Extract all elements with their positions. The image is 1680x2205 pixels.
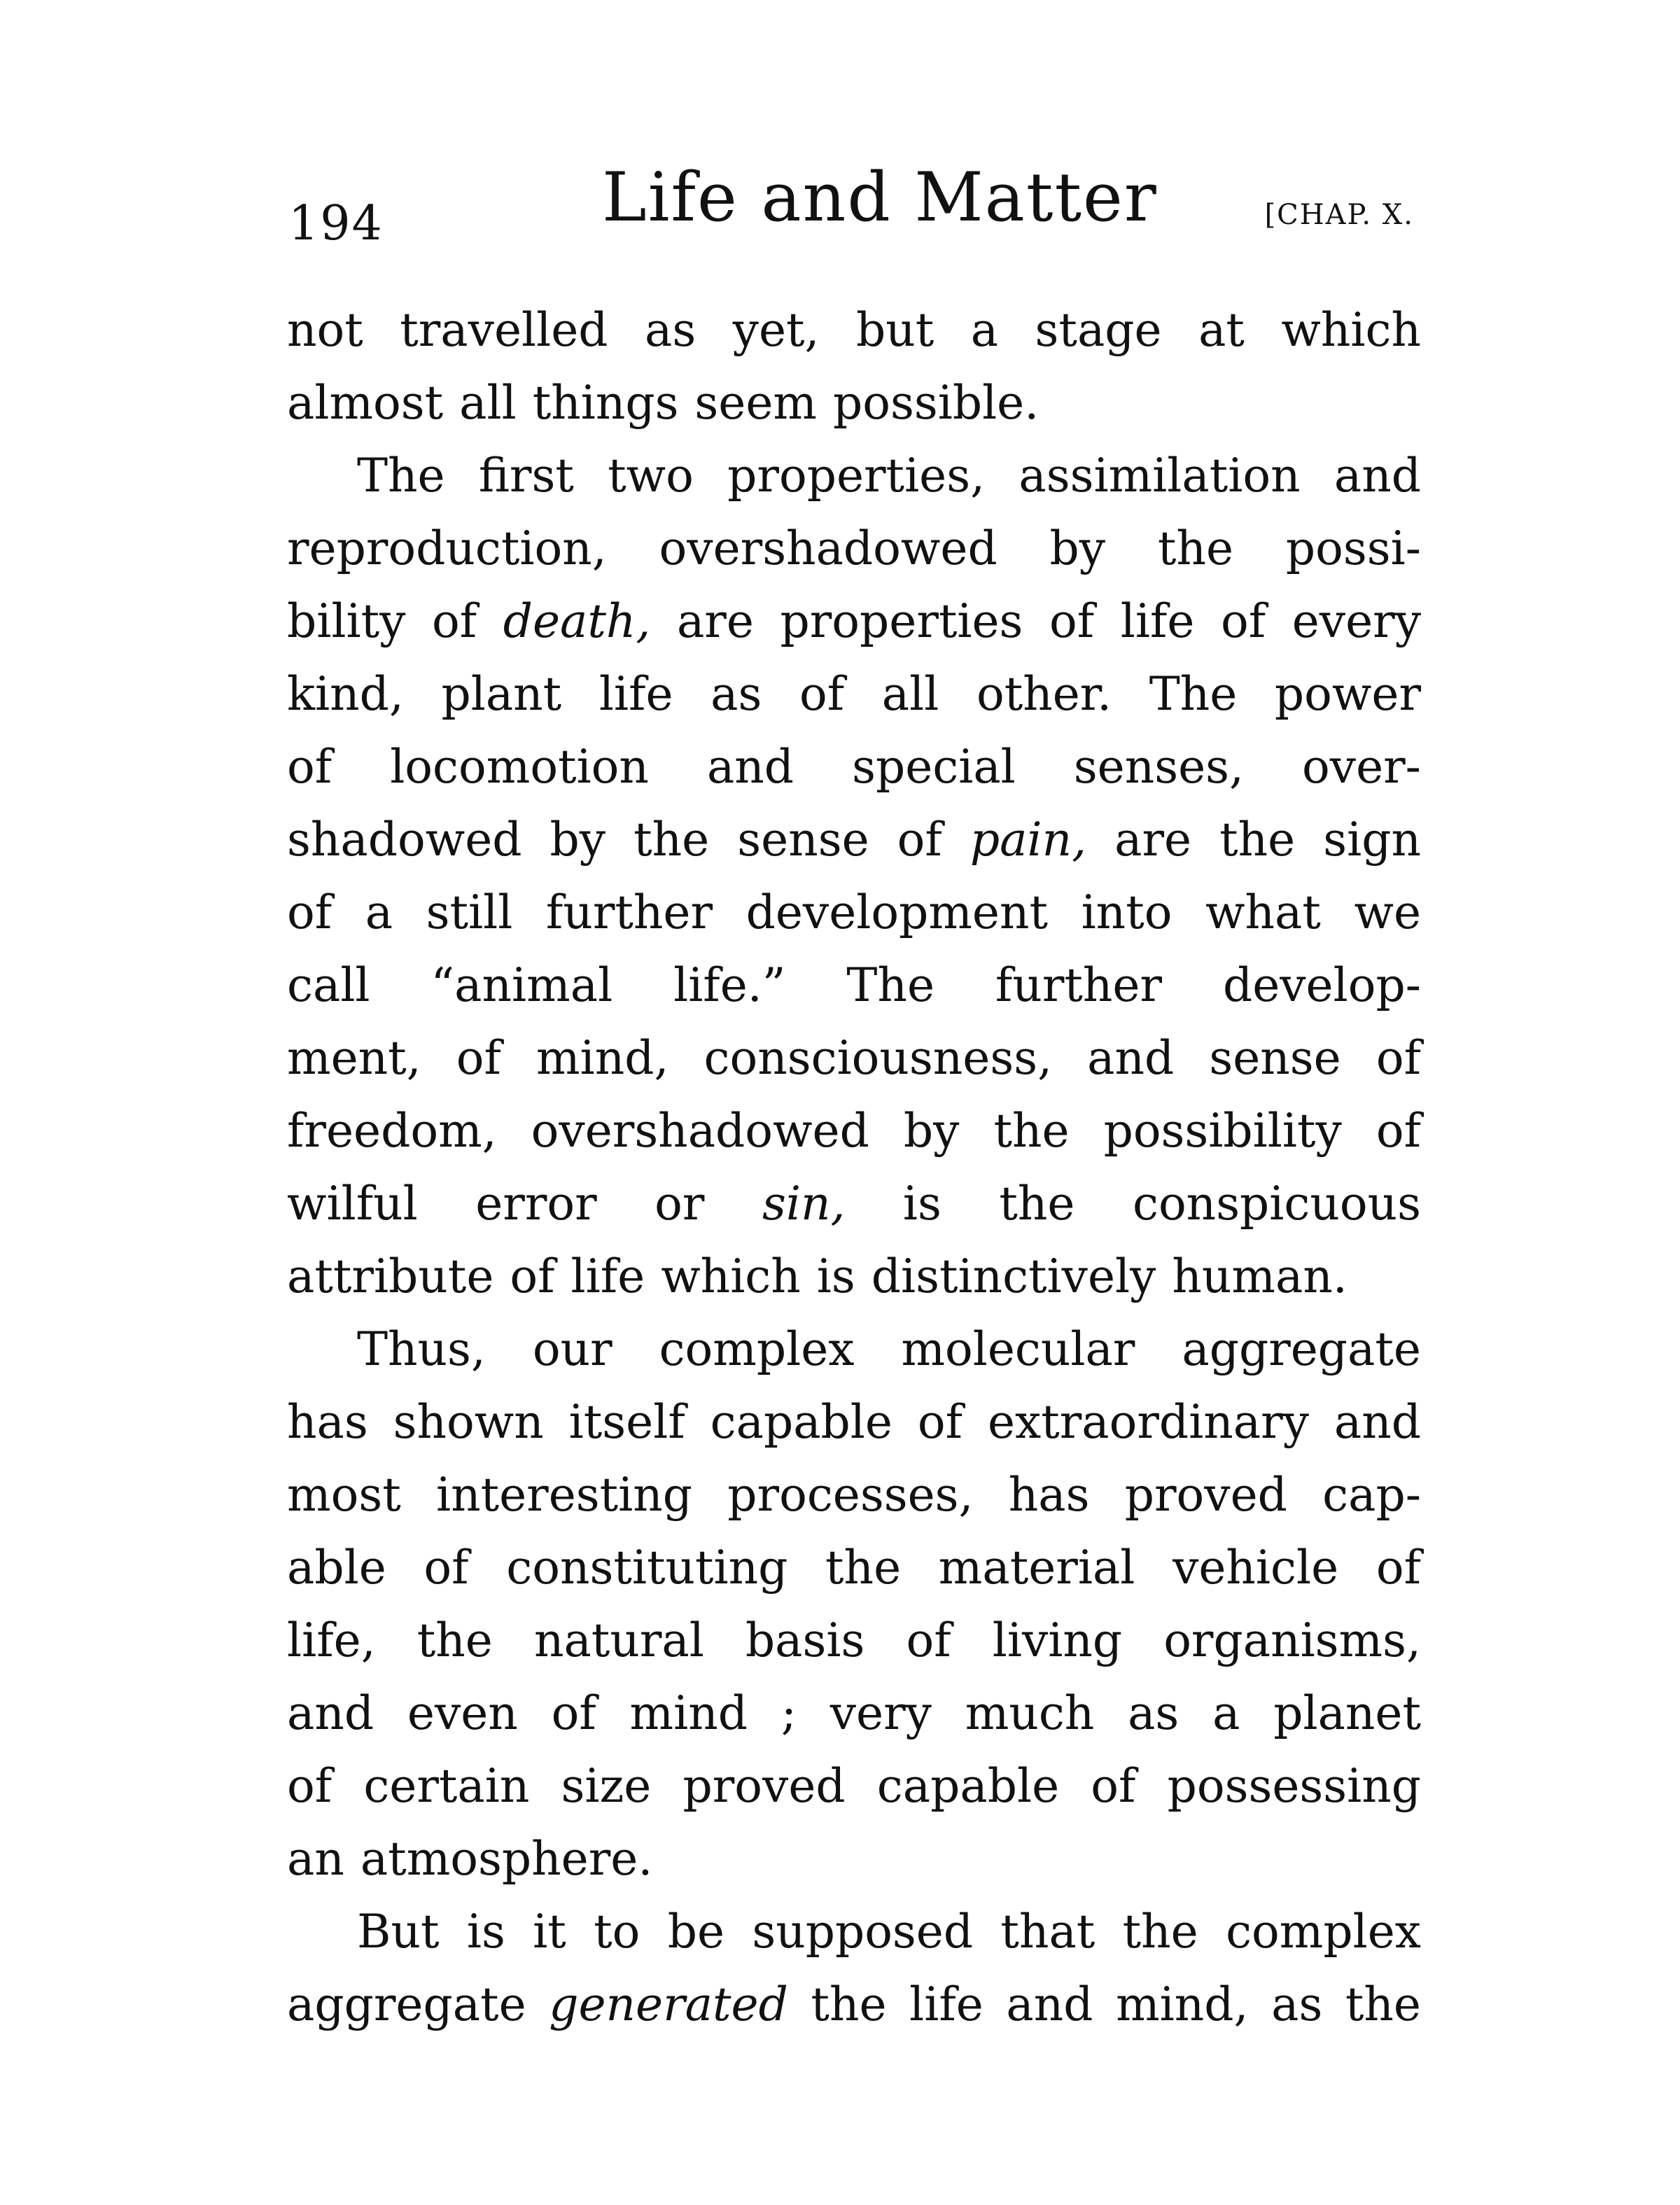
text-line: able of constituting the material vehicle of: [287, 1541, 1421, 1595]
text-run: are properties of life of every: [650, 594, 1421, 648]
text-run: bility of: [287, 594, 503, 648]
text-line: an atmosphere.: [287, 1832, 653, 1886]
text-run: is the conspicuous: [845, 1177, 1421, 1231]
text-run: wilful error or: [287, 1177, 762, 1231]
text-line: almost all things seem possible.: [287, 376, 1040, 430]
text-line: call “animal life.” The further develop-: [287, 958, 1421, 1012]
text-line: life, the natural basis of living organisms,: [287, 1614, 1421, 1667]
text-line: and even of mind ; very much as a planet: [287, 1686, 1421, 1740]
text-line: of locomotion and special senses, over-: [287, 740, 1421, 794]
chapter-reference: [CHAP. X.: [1264, 199, 1414, 231]
text-line: has shown itself capable of extraordinary and: [287, 1395, 1421, 1449]
body-text: [287, 294, 1421, 2041]
text-line: [287, 804, 1421, 876]
text-line: not travelled as yet, but a stage at which: [287, 303, 1421, 357]
text-line: kind, plant life as of all other. The power: [287, 667, 1421, 721]
text-line: attribute of life which is distinctively human.: [287, 1250, 1348, 1303]
page-header: [287, 154, 1421, 252]
text-line: freedom, overshadowed by the possibility of: [287, 1104, 1421, 1158]
text-line: [287, 1968, 1421, 2041]
running-title: Life and Matter: [602, 158, 1158, 237]
italic-word: sin,: [762, 1177, 846, 1231]
text-run: aggregate: [287, 1977, 550, 2031]
italic-word: death,: [503, 594, 651, 648]
paragraph-first-line: But is it to be supposed that the complex: [357, 1905, 1421, 1959]
italic-word: pain,: [969, 813, 1087, 867]
italic-word: generated: [549, 1977, 788, 2031]
page-number: 194: [288, 196, 384, 251]
text-line: of certain size proved capable of possessing: [287, 1759, 1421, 1813]
text-run: are the sign: [1086, 813, 1422, 867]
text-line: [287, 585, 1421, 658]
text-line: of a still further development into what we: [287, 886, 1421, 939]
paragraph-first-line: The first two properties, assimilation and: [357, 449, 1421, 503]
text-run: shadowed by the sense of: [287, 813, 970, 867]
text-line: ment, of mind, consciousness, and sense of: [287, 1031, 1421, 1085]
text-line: [287, 1168, 1421, 1240]
text-run: the life and mind, as the: [788, 1977, 1421, 2031]
text-line: reproduction, overshadowed by the possi-: [287, 522, 1421, 575]
text-line: most interesting processes, has proved cap-: [287, 1468, 1421, 1522]
paragraph-first-line: Thus, our complex molecular aggregate: [357, 1322, 1421, 1376]
